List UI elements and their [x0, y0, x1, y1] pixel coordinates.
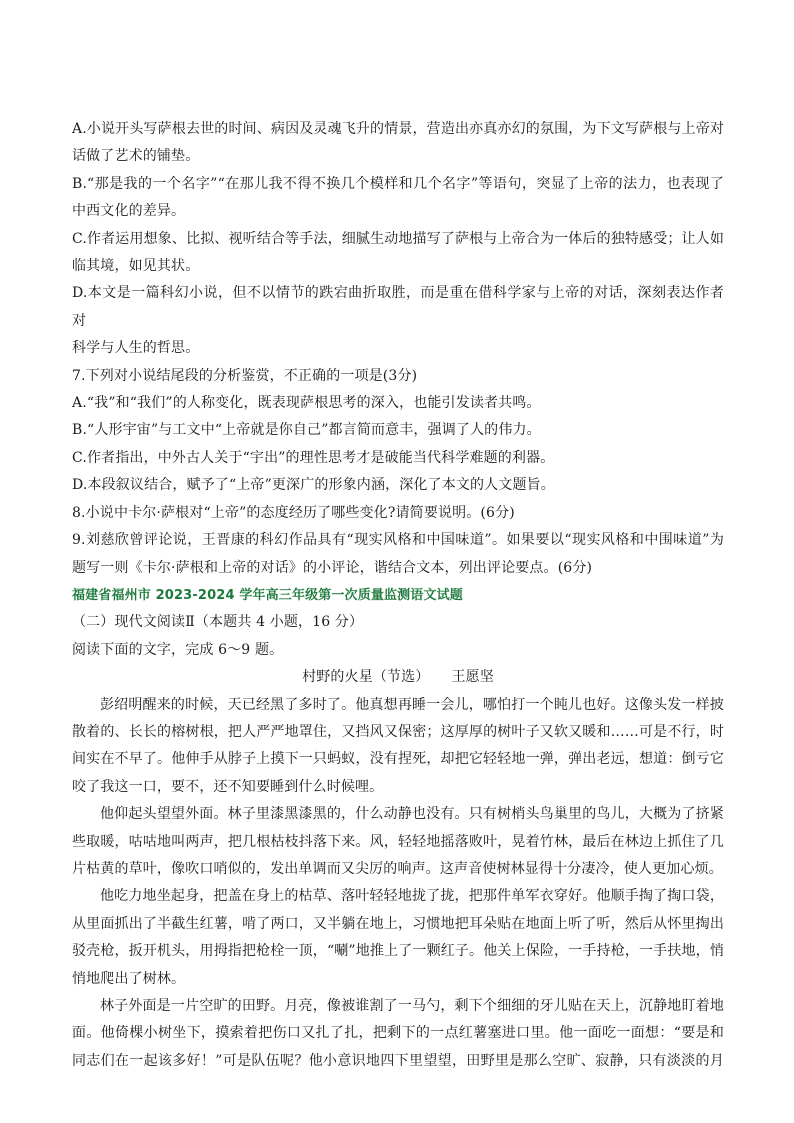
q6-option-c-line2: 临其境，如见其状。: [72, 258, 200, 275]
paragraph-line: 间实在不早了。他伸手从脖子上摸下一只蚂蚁，没有捏死，却把它轻轻地一弹，弹出老远，想道：倒亏它: [72, 751, 724, 768]
paragraph-line: 悄地爬出了树林。: [72, 970, 186, 987]
paragraph-line: 散着的、长长的榕树根，把人严严地罩住，又挡风又保密；这厚厚的树叶子又软又暖和……可是不行，时: [72, 723, 724, 740]
paragraph-2: [72, 801, 724, 883]
document-page: [72, 116, 724, 1075]
exam-header: 福建省福州市 2023-2024 学年高三年级第一次质量监测语文试题: [72, 587, 463, 603]
paragraph-line: 片枯黄的草叶，像吹口哨似的，发出单调而又尖厉的响声。这声音使树林显得十分凄冷，使人更加心烦。: [72, 860, 723, 877]
q7-option-d: D.本段叙议结合，赋予了“上帝”更深广的形象内涵，深化了本文的人文题旨。: [72, 477, 555, 494]
q6-option-a-line2: 话做了艺术的铺垫。: [72, 148, 200, 165]
paragraph-line: 彭绍明醒来的时候，天已经黑了多时了。他真想再睡一会儿，哪怕打一个盹儿也好。这像头发一样披: [100, 696, 724, 713]
paragraph-line: 些取暖，咕咕地叫两声，把几根枯枝抖落下来。风，轻轻地摇落败叶，晃着竹林，最后在林边上抓住了几: [72, 833, 724, 850]
paragraph-line: 他仰起头望望外面。林子里漆黑漆黑的，什么动静也没有。只有树梢头鸟巢里的鸟儿，大概为了挤紧: [100, 806, 724, 823]
paragraph-line: 他吃力地坐起身，把盖在身上的枯草、落叶轻轻地拢了拢，把那件单军衣穿好。他顺手掏了掏口袋，: [100, 888, 724, 905]
paragraph-line: 林子外面是一片空旷的田野。月亮，像被谁割了一马勺，剩下个细细的牙儿贴在天上，沉静地盯着地: [100, 998, 724, 1014]
paragraph-3: [72, 883, 724, 993]
q7-option-b: B.“人形宇宙”与工文中“上帝就是你自己”都言简而意丰，强调了人的伟力。: [72, 422, 541, 439]
q6-option-b-line1: B.“那是我的一个名字”“在那儿我不得不换几个模样和几个名字”等语句，突显了上帝的法力，也表现了: [72, 175, 724, 192]
q7: [72, 363, 724, 500]
q9-line2: 题写一则《卡尔·萨根和上帝的对话》的小评论，谐结合文本，列出评论要点。(6分): [72, 559, 593, 576]
paragraph-line: 面。他倚棵小树坐下，摸索着把伤口又扎了扎，把剩下的一点红薯塞进口里。他一面吃一面想：“要是和: [72, 1025, 724, 1042]
q6-option-a-line1: A.小说开头写萨根去世的时间、病因及灵魂飞升的情景，营造出亦真亦幻的氛围，为下文写萨根与上帝对: [72, 121, 724, 137]
q6-option-c-line1: C.作者运用想象、比拟、视听结合等手法，细腻生动地描写了萨根与上帝合为一体后的独特感受；让人如: [72, 230, 724, 247]
paragraph-line: 驳壳枪，扳开机头，用拇指把枪栓一顶，“唰”地推上了一颗红子。他关上保险，一手持枪，一手扶地，悄: [72, 943, 724, 960]
passage-author: 王愿坚: [451, 669, 494, 686]
passage-heading: [72, 664, 724, 691]
reading-instruction: 阅读下面的文字，完成 6～9 题。: [72, 641, 284, 658]
paragraph-4: [72, 993, 724, 1075]
q7-option-a: A.“我”和“我们”的人称变化，既表现萨根思考的深入，也能引发读者共鸣。: [72, 395, 541, 412]
q7-option-c: C.作者指出，中外古人关于“宇出”的理性思考才是破能当代科学难题的利器。: [72, 449, 555, 466]
q6-option-d-line2: 科学与人生的哲思。: [72, 340, 200, 357]
q9: [72, 527, 724, 582]
paragraph-line: 咬了我这一口，要不，还不知要睡到什么时候哩。: [72, 778, 384, 795]
q6-option-d-line1: D.本文是一篇科幻小说，但不以情节的跌宕曲折取胜，而是重在借科学家与上帝的对话，深刻表达作者对: [72, 285, 724, 329]
q8-stem: 8.小说中卡尔·萨根对“上帝”的态度经历了哪些变化?请简要说明。(6分): [72, 504, 515, 521]
q6-option-b-line2: 中西文化的差异。: [72, 203, 186, 220]
q9-line1: 9.刘慈欣曾评论说，王晋康的科幻作品具有“现实风格和中国味道”。如果要以“现实风格和中围味道”为: [72, 532, 724, 549]
passage-title: 村野的火星（节选）: [302, 669, 430, 686]
q6-options: [72, 116, 724, 363]
paragraph-1: [72, 692, 724, 802]
section-title: （二）现代文阅读Ⅱ（本题共 4 小题，16 分）: [72, 614, 364, 631]
q7-stem: 7.下列对小说结尾段的分析鉴赏，不正确的一项是(3分): [72, 367, 418, 384]
paragraph-line: 同志们在一起该多好！”可是队伍呢？他小意识地四下里望望，田野里是那么空旷、寂静，只有淡淡的月: [72, 1052, 724, 1069]
paragraph-line: 从里面抓出了半截生红薯，啃了两口，又半躺在地上，习惯地把耳朵贴在地面上听了听，然后从怀里掏出: [72, 915, 724, 932]
